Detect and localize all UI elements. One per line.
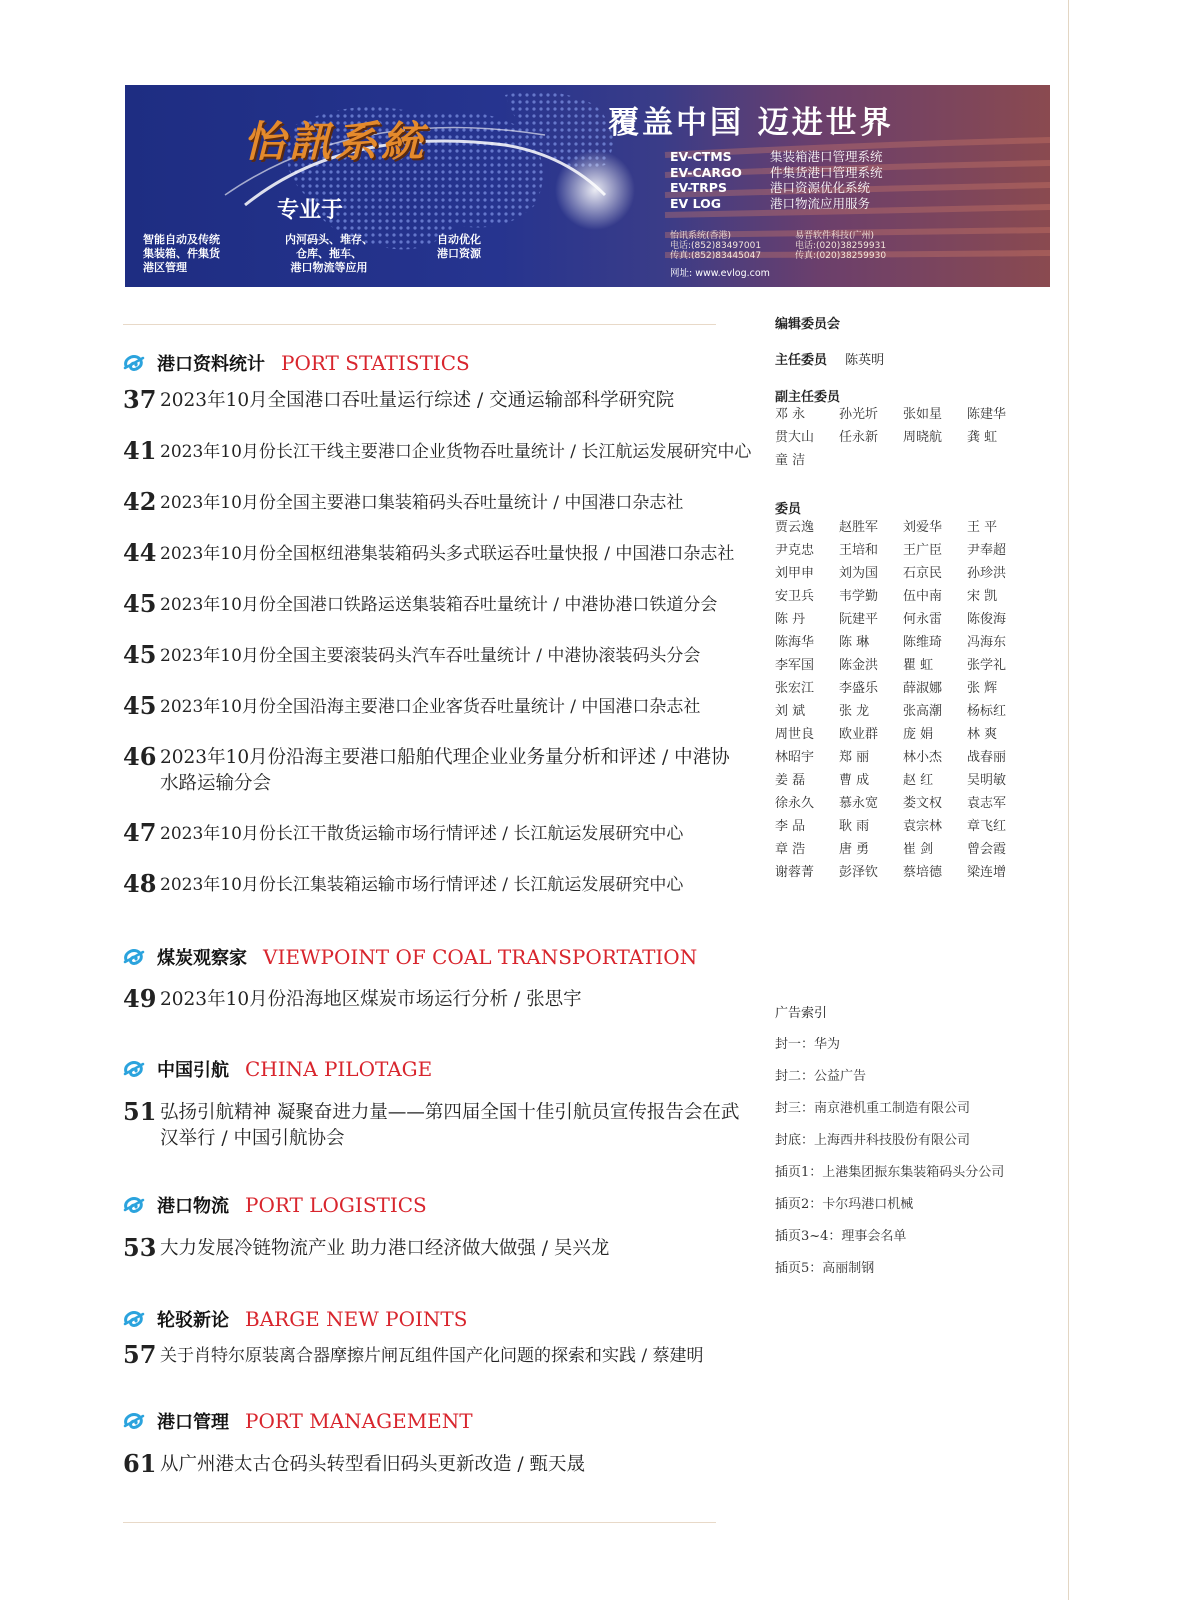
banner-feature-1: 智能自动及传统 集装箱、件集货 港区管理: [143, 233, 220, 274]
entry-title: 2023年10月份沿海地区煤炭市场运行分析 / 张思宇: [160, 989, 582, 1010]
page-number: 42: [123, 487, 157, 516]
deputy-label: 副主任委员: [775, 390, 841, 405]
name-row: 刘 斌 张 龙 张高潮 杨标红: [775, 704, 1007, 719]
section-title-cn: 中国引航: [157, 1060, 229, 1081]
name-row: 李 品 耿 雨 袁宗林 章飞红: [775, 819, 1007, 834]
section-heading-coal: [123, 944, 697, 970]
banner-product-list: [670, 149, 883, 211]
page-number: 45: [123, 640, 157, 669]
director-name: 陈英明: [845, 353, 885, 368]
page-number: 53: [123, 1233, 157, 1262]
entry-title: 2023年10月份全国沿海主要港口企业客货吞吐量统计 / 中国港口杂志社: [160, 697, 701, 717]
page-edge-rule: [1068, 0, 1069, 1600]
section-bullet-icon: [123, 948, 145, 966]
toc-bottom-rule: [123, 1522, 716, 1523]
name-row: 姜 磊 曹 成 赵 红 吴明敏: [775, 773, 1007, 788]
section-heading-logistics: [123, 1192, 427, 1218]
banner-product: EV LOG 港口物流应用服务: [670, 195, 871, 211]
name-row: 贯大山 任永新 周晓航 龚 虹: [775, 430, 998, 445]
banner-logo: 怡訊系統: [243, 117, 428, 166]
banner-slogan: 覆盖中国 迈进世界: [608, 105, 894, 141]
section-title-en: PORT MANAGEMENT: [245, 1409, 473, 1433]
ad-item: 插页1：上港集团振东集装箱码头分公司: [775, 1165, 1005, 1180]
entry-title: 从广州港太古仓码头转型看旧码头更新改造 / 甄天晟: [160, 1454, 585, 1475]
section-bullet-icon: [123, 1412, 145, 1430]
page-number: 45: [123, 691, 157, 720]
section-title-en: PORT LOGISTICS: [245, 1193, 427, 1217]
section-title-en: BARGE NEW POINTS: [245, 1307, 468, 1331]
banner-website: 网址: www.evlog.com: [670, 268, 770, 279]
contact-hk: 怡讯系统(香港) 电话:(852)83497001 传真:(852)83445047: [670, 231, 762, 261]
director-label: 主任委员: [775, 353, 828, 368]
section-title-cn: 港口管理: [157, 1412, 229, 1433]
banner-product: EV-TRPS 港口资源优化系统: [670, 180, 871, 195]
section-title-cn: 港口物流: [157, 1196, 229, 1217]
entry-title: 2023年10月份全国主要滚装码头汽车吞吐量统计 / 中港协滚装码头分会: [160, 646, 701, 666]
page-number: 47: [123, 818, 157, 847]
entry-title: 2023年10月份长江干散货运输市场行情评述 / 长江航运发展研究中心: [160, 824, 684, 844]
page-number: 51: [123, 1097, 157, 1126]
ads-heading: 广告索引: [775, 1006, 828, 1021]
section-heading-port-statistics: [123, 350, 470, 376]
page-number: 57: [123, 1340, 157, 1369]
members-list: [775, 516, 1031, 884]
name-row: 徐永久 慕永宽 娄文权 袁志军: [775, 796, 1007, 811]
ad-item: 封三：南京港机重工制造有限公司: [775, 1101, 971, 1116]
section-bullet-icon: [123, 1310, 145, 1328]
ads-list: [775, 1029, 1004, 1285]
banner-feature-3: 自动优化 港口资源: [437, 233, 481, 260]
name-row: 谢蓉菁 彭泽钦 蔡培德 梁连增: [775, 865, 1007, 880]
entry-title: 2023年10月份全国港口铁路运送集装箱吞吐量统计 / 中港协港口铁道分会: [160, 595, 718, 615]
name-row: 尹克忠 王培和 王广臣 尹奉超: [775, 543, 1007, 558]
section-bullet-icon: [123, 1060, 145, 1078]
section-bullet-icon: [123, 354, 145, 372]
entry-title: 2023年10月全国港口吞吐量运行综述 / 交通运输部科学研究院: [160, 390, 675, 411]
page-number: 48: [123, 869, 157, 898]
deputy-list: [775, 403, 1031, 472]
section-title-cn: 轮驳新论: [157, 1310, 229, 1331]
contact-gz: 易晋软件科技(广州) 电话:(020)38259931 传真:(020)38259930: [795, 231, 887, 261]
name-row: 邓 永 孙光圻 张如星 陈建华: [775, 407, 1007, 422]
toc-top-rule: [123, 324, 716, 325]
entry-title: 大力发展冷链物流产业 助力港口经济做大做强 / 吴兴龙: [160, 1238, 610, 1259]
name-row: 张宏江 李盛乐 薛淑娜 张 辉: [775, 681, 998, 696]
section-title-cn: 港口资料统计: [157, 354, 265, 375]
entry-title: 2023年10月份全国主要港口集装箱码头吞吐量统计 / 中国港口杂志社: [160, 493, 684, 513]
committee-heading: 编辑委员会: [775, 317, 841, 332]
section-title-cn: 煤炭观察家: [157, 948, 247, 969]
director-row: [775, 349, 884, 368]
banner-product: EV-CARGO 件集货港口管理系统: [670, 164, 883, 180]
name-row: 章 浩 唐 勇 崔 剑 曾会霞: [775, 842, 1007, 857]
name-row: 贾云逸 赵胜军 刘爱华 王 平: [775, 520, 998, 535]
banner-feature-2: 内河码头、堆存、 仓库、拖车、 港口物流等应用: [285, 233, 373, 274]
name-row: 陈 丹 阮建平 何永雷 陈俊海: [775, 612, 1007, 627]
section-bullet-icon: [123, 1196, 145, 1214]
name-row: 李军国 陈金洪 瞿 虹 张学礼: [775, 658, 1007, 673]
ad-item: 插页3~4：理事会名单: [775, 1229, 907, 1244]
ad-item: 封底：上海西井科技股份有限公司: [775, 1133, 971, 1148]
page-number: 46: [123, 742, 157, 771]
members-label: 委员: [775, 502, 802, 517]
section-heading-management: [123, 1408, 473, 1434]
name-row: 陈海华 陈 琳 陈维琦 冯海东: [775, 635, 1007, 650]
page-number: 44: [123, 538, 157, 567]
name-row: 安卫兵 韦学勤 伍中南 宋 凯: [775, 589, 998, 604]
page-number: 61: [123, 1449, 157, 1478]
entry-title: 弘扬引航精神 凝聚奋进力量——第四届全国十佳引航员宣传报告会在武汉举行 / 中国引航协会: [160, 1102, 740, 1149]
entry-title: 2023年10月份长江干线主要港口企业货物吞吐量统计 / 长江航运发展研究中心: [160, 442, 752, 462]
page-number: 49: [123, 984, 157, 1013]
ad-item: 封一：华为: [775, 1037, 841, 1052]
name-row: 童 洁: [775, 453, 806, 468]
name-row: 周世良 欧业群 庞 娟 林 爽: [775, 727, 998, 742]
entry-title: 2023年10月份长江集装箱运输市场行情评述 / 长江航运发展研究中心: [160, 875, 684, 895]
page-number: 37: [123, 385, 157, 414]
entry-title: 2023年10月份沿海主要港口船舶代理企业业务量分析和评述 / 中港协水路运输分会: [160, 747, 730, 794]
entry-title: 2023年10月份全国枢纽港集装箱码头多式联运吞吐量快报 / 中国港口杂志社: [160, 544, 735, 564]
section-heading-barge: [123, 1306, 467, 1332]
name-row: 刘甲申 刘为国 石京民 孙珍洪: [775, 566, 1007, 581]
section-title-en: PORT STATISTICS: [281, 351, 470, 375]
name-row: 林昭宇 郑 丽 林小杰 战春丽: [775, 750, 1007, 765]
section-heading-pilotage: [123, 1056, 432, 1082]
ad-item: 封二：公益广告: [775, 1069, 867, 1084]
banner-specialize: 专业于: [277, 198, 344, 223]
ad-item: 插页5：高丽制钢: [775, 1261, 875, 1276]
section-title-en: VIEWPOINT OF COAL TRANSPORTATION: [263, 945, 698, 969]
page-number: 41: [123, 436, 157, 465]
banner-product: EV-CTMS 集装箱港口管理系统: [670, 149, 883, 164]
page-number: 45: [123, 589, 157, 618]
banner-ad: [125, 85, 1050, 287]
entry-title: 关于肖特尔原装离合器摩擦片闸瓦组件国产化问题的探索和实践 / 蔡建明: [160, 1346, 704, 1366]
ad-item: 插页2：卡尔玛港口机械: [775, 1197, 914, 1212]
section-title-en: CHINA PILOTAGE: [245, 1057, 433, 1081]
